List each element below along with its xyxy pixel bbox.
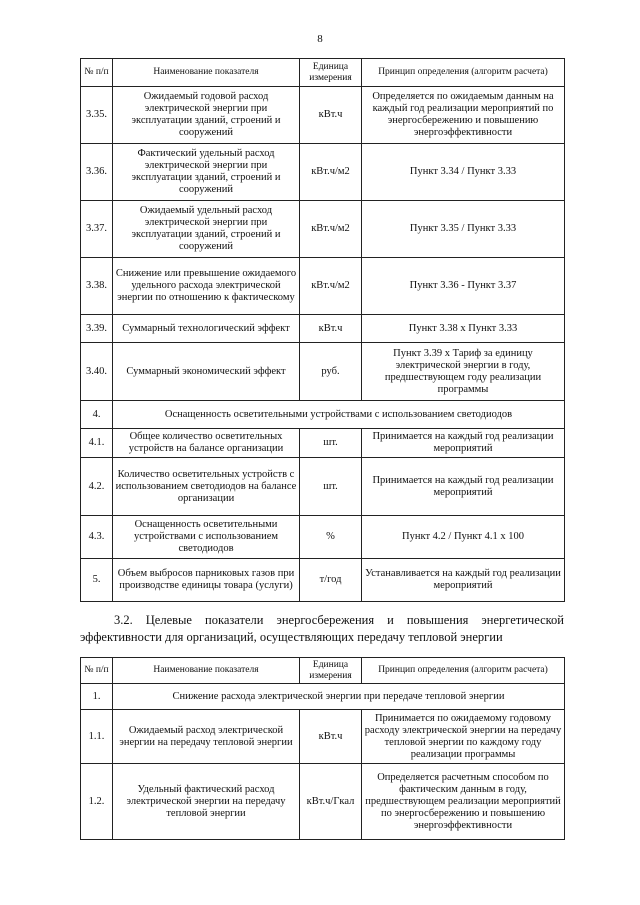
indicators-table-2 — [80, 657, 565, 840]
header-unit: Единица измерения — [300, 658, 362, 684]
table-row — [81, 516, 565, 559]
row-method: Пункт 3.39 x Тариф за единицу электрической энергии в году, предшествующем году реализации программы — [362, 343, 565, 401]
row-method: Пункт 3.38 x Пункт 3.33 — [362, 315, 565, 343]
header-name: Наименование показателя — [113, 59, 300, 87]
row-method: Определяется расчетным способом по фактическим данным в году, предшествующем реализации мероприятий по энергосбережению и повышению энергоэффективности — [362, 764, 565, 840]
row-method: Принимается на каждый год реализации мероприятий — [362, 429, 565, 458]
row-num: 4.1. — [81, 429, 113, 458]
header-unit: Единица измерения — [300, 59, 362, 87]
row-unit: т/год — [300, 559, 362, 602]
section-heading — [80, 612, 564, 646]
table-row — [81, 87, 565, 144]
row-name: Удельный фактический расход электрической энергии на передачу тепловой энергии — [113, 764, 300, 840]
row-unit: кВт.ч — [300, 315, 362, 343]
row-num: 1.2. — [81, 764, 113, 840]
header-name: Наименование показателя — [113, 658, 300, 684]
section-row — [81, 684, 565, 710]
header-method: Принцип определения (алгоритм расчета) — [362, 59, 565, 87]
row-unit: кВт.ч — [300, 710, 362, 764]
row-name: Объем выбросов парниковых газов при производстве единицы товара (услуги) — [113, 559, 300, 602]
row-num: 4.2. — [81, 458, 113, 516]
section-title: Снижение расхода электрической энергии при передаче тепловой энергии — [113, 684, 565, 710]
row-unit: руб. — [300, 343, 362, 401]
table-row — [81, 710, 565, 764]
row-unit: кВт.ч/Гкал — [300, 764, 362, 840]
section-num: 1. — [81, 684, 113, 710]
row-name: Фактический удельный расход электрической энергии при эксплуатации зданий, строений и сооружений — [113, 144, 300, 201]
row-num: 3.35. — [81, 87, 113, 144]
row-num: 1.1. — [81, 710, 113, 764]
row-num: 3.37. — [81, 201, 113, 258]
heading-line-2: эффективности для организаций, осуществляющих передачу тепловой энергии — [80, 630, 503, 644]
row-method: Устанавливается на каждый год реализации мероприятий — [362, 559, 565, 602]
section-num: 4. — [81, 401, 113, 429]
row-method: Определяется по ожидаемым данным на каждый год реализации мероприятий по энергосбережению и повышению энергоэффективности — [362, 87, 565, 144]
row-method: Принимается на каждый год реализации мероприятий — [362, 458, 565, 516]
row-num: 3.36. — [81, 144, 113, 201]
table-row — [81, 201, 565, 258]
table-row — [81, 144, 565, 201]
table-row — [81, 429, 565, 458]
row-num: 3.39. — [81, 315, 113, 343]
table-row — [81, 343, 565, 401]
row-method: Пункт 3.36 - Пункт 3.37 — [362, 258, 565, 315]
row-num: 4.3. — [81, 516, 113, 559]
row-unit: кВт.ч/м2 — [300, 201, 362, 258]
row-unit: шт. — [300, 458, 362, 516]
row-method: Пункт 3.35 / Пункт 3.33 — [362, 201, 565, 258]
table-row — [81, 258, 565, 315]
row-name: Суммарный экономический эффект — [113, 343, 300, 401]
header-method: Принцип определения (алгоритм расчета) — [362, 658, 565, 684]
row-name: Ожидаемый годовой расход электрической энергии при эксплуатации зданий, строений и сооружений — [113, 87, 300, 144]
page-number: 8 — [317, 33, 323, 45]
row-num: 5. — [81, 559, 113, 602]
row-method: Принимается по ожидаемому годовому расходу электрической энергии на передачу тепловой энергии по каждому году реализации программы — [362, 710, 565, 764]
table-row — [81, 315, 565, 343]
indicators-table-1 — [80, 58, 565, 602]
row-num: 3.40. — [81, 343, 113, 401]
row-method: Пункт 3.34 / Пункт 3.33 — [362, 144, 565, 201]
row-name: Ожидаемый расход электрической энергии на передачу тепловой энергии — [113, 710, 300, 764]
header-num: № п/п — [81, 59, 113, 87]
row-name: Общее количество осветительных устройств на балансе организации — [113, 429, 300, 458]
row-unit: кВт.ч/м2 — [300, 258, 362, 315]
row-name: Суммарный технологический эффект — [113, 315, 300, 343]
row-unit: % — [300, 516, 362, 559]
table-row — [81, 458, 565, 516]
section-row — [81, 401, 565, 429]
row-name: Ожидаемый удельный расход электрической энергии при эксплуатации зданий, строений и сооружений — [113, 201, 300, 258]
row-name: Оснащенность осветительными устройствами с использованием светодиодов — [113, 516, 300, 559]
header-num: № п/п — [81, 658, 113, 684]
row-unit: шт. — [300, 429, 362, 458]
row-name: Количество осветительных устройств с использованием светодиодов на балансе организации — [113, 458, 300, 516]
table-row — [81, 764, 565, 840]
heading-line-1: 3.2. Целевые показатели энергосбережения и повышения энергетической — [114, 613, 564, 627]
row-name: Снижение или превышение ожидаемого удельного расхода электрической энергии по отношению к фактическому — [113, 258, 300, 315]
row-unit: кВт.ч — [300, 87, 362, 144]
section-title: Оснащенность осветительными устройствами с использованием светодиодов — [113, 401, 565, 429]
row-num: 3.38. — [81, 258, 113, 315]
row-method: Пункт 4.2 / Пункт 4.1 x 100 — [362, 516, 565, 559]
table-row — [81, 559, 565, 602]
row-unit: кВт.ч/м2 — [300, 144, 362, 201]
